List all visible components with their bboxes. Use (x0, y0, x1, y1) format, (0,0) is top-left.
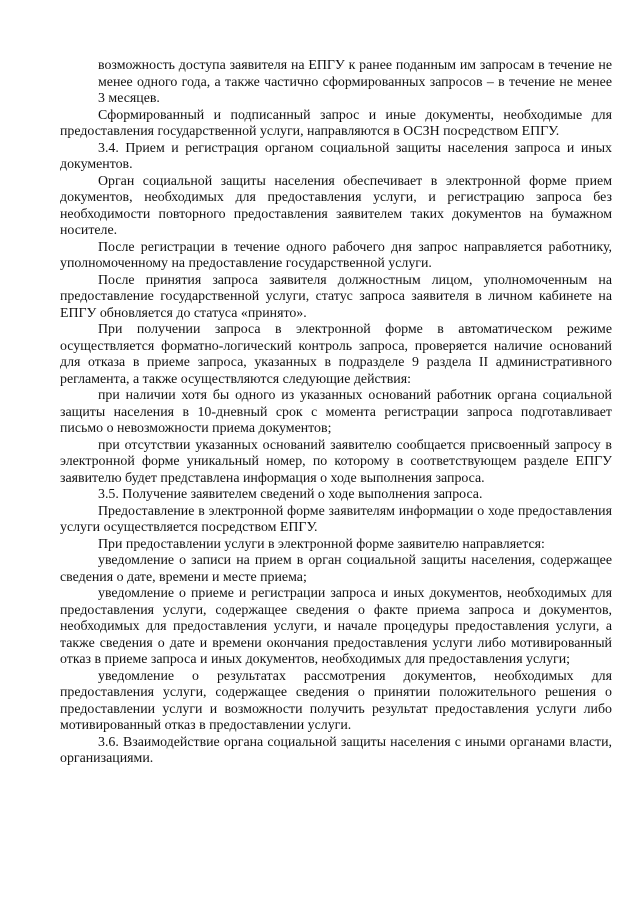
paragraph-after-registration: После регистрации в течение одного рабочего дня запрос направляется работнику, уполномоченному на предоставление государственной услуги. (60, 239, 612, 271)
paragraph-grounds-present: при наличии хотя бы одного из указанных оснований работник органа социальной защиты населения в 10-дневный срок с момента регистрации запроса подготавливает письмо о невозможности приема документов; (60, 388, 612, 436)
paragraph-grounds-absent: при отсутствии указанных оснований заявителю сообщается присвоенный запросу в электронной форме уникальный номер, по которому в соответствующем разделе ЕПГУ заявителю будет представлена информация о ходе выполнения запроса. (60, 437, 612, 486)
paragraph-notification-results: уведомление о результатах рассмотрения документов, необходимых для предоставления услуги, содержащее сведения о принятии положительного решения о предоставлении услуги и возможности получить результат предоставления услуги либо мотивированный отказ в предоставлении услуги. (60, 668, 612, 733)
paragraph-access-to-requests: возможность доступа заявителя на ЕПГУ к ранее поданным им запросам в течение не менее одного года, а также частично сформированных запросов – в течение не менее 3 месяцев. (98, 58, 612, 106)
paragraph-electronic-intake: Орган социальной защиты населения обеспечивает в электронной форме прием документов, необходимых для предоставления услуги, и регистрацию запроса без необходимости повторного предоставления заявителем таких документов на бумажном носителе. (60, 173, 612, 238)
paragraph-notification-receipt: уведомление о приеме и регистрации запроса и иных документов, необходимых для предоставления услуги, содержащее сведения о факте приема запроса и документов, необходимых для предоставления услуги, и начале процедуры предоставления услуги, а также сведения о дате и времени окончания предоставления услуги либо мотивированный отказ в приеме запроса и иных документов, необходимых для предоставления услуги; (60, 586, 612, 667)
paragraph-automatic-control: При получении запроса в электронной форме в автоматическом режиме осуществляется форматно-логический контроль запроса, проверяется наличие оснований для отказа в приеме запроса, указанных в подразделе 9 раздела II административного регламента, а также осуществляются следующие действия: (60, 322, 612, 387)
paragraph-notification-appointment: уведомление о записи на прием в орган социальной защиты населения, содержащее сведения о дате, времени и месте приема; (60, 553, 612, 585)
paragraph-info-via-portal: Предоставление в электронной форме заявителям информации о ходе предоставления услуги осуществляется посредством ЕПГУ. (60, 503, 612, 535)
paragraph-submitted-request: Сформированный и подписанный запрос и иные документы, необходимые для предоставления государственной услуги, направляются в ОСЗН посредством ЕПГУ. (60, 107, 612, 139)
section-heading-3-4: 3.4. Прием и регистрация органом социальной защиты населения запроса и иных документов. (60, 140, 612, 172)
document-page (60, 58, 612, 768)
paragraph-status-accepted: После принятия запроса заявителя должностным лицом, уполномоченным на предоставление государственной услуги, статус запроса заявителя в личном кабинете на ЕПГУ обновляется до статуса «принято». (60, 272, 612, 321)
paragraph-notifications-intro: При предоставлении услуги в электронной форме заявителю направляется: (98, 536, 545, 552)
section-heading-3-5: 3.5. Получение заявителем сведений о ходе выполнения запроса. (98, 487, 483, 502)
section-heading-3-6: 3.6. Взаимодействие органа социальной защиты населения с иными органами власти, организациями. (60, 734, 612, 766)
